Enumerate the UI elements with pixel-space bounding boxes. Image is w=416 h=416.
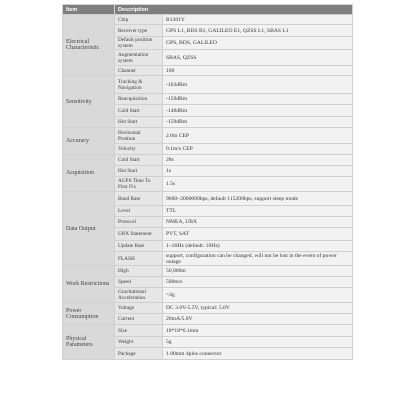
parameter-cell: Hot Start xyxy=(115,166,163,177)
parameter-cell: Gravitational Acceleration xyxy=(115,288,163,303)
value-cell: 20mA/5.0V xyxy=(163,314,353,325)
value-cell: TTL xyxy=(163,206,353,217)
value-cell: 1~20Hz (default: 10Hz) xyxy=(163,241,353,252)
table-row xyxy=(63,192,353,206)
category-cell: Data Output xyxy=(63,192,115,266)
value-cell: 50,000m xyxy=(163,266,353,277)
table-row xyxy=(63,325,353,337)
table-row xyxy=(63,155,353,166)
value-cell: 100 xyxy=(163,66,353,76)
parameter-cell: Speed xyxy=(115,277,163,288)
parameter-cell: AGPS Time To First Fix xyxy=(115,177,163,192)
value-cell: GPS L1, BDS B1, GALILEO E1, QZSS L1, SBAS L1 xyxy=(163,25,353,37)
parameter-cell: Update Rate xyxy=(115,241,163,252)
value-cell: B1301Y xyxy=(163,15,353,25)
header-description: Description xyxy=(115,5,353,15)
parameter-cell: Velocity xyxy=(115,144,163,155)
value-cell: DC 3.6V-5.5V, typical: 5.0V xyxy=(163,303,353,314)
category-cell: Work Restrictions xyxy=(63,266,115,303)
table-row xyxy=(63,266,353,277)
table-row xyxy=(63,128,353,144)
value-cell: PVT, SAT xyxy=(163,228,353,241)
category-cell: Electrical Characteristic xyxy=(63,15,115,76)
value-cell: 2.0m CEP xyxy=(163,128,353,144)
table-row xyxy=(63,76,353,94)
parameter-cell: Package xyxy=(115,348,163,360)
parameter-cell: High xyxy=(115,266,163,277)
value-cell: -148dBm xyxy=(163,105,353,117)
value-cell: 9600~2000000bps, default 115200bps, support sleep mode xyxy=(163,192,353,206)
category-cell: Power Consumption xyxy=(63,303,115,325)
parameter-cell: Baud Rate xyxy=(115,192,163,206)
category-cell: Acquisition xyxy=(63,155,115,192)
parameter-cell: Tracking & Navigation xyxy=(115,76,163,94)
value-cell: -159dBm xyxy=(163,94,353,105)
table-row xyxy=(63,303,353,314)
parameter-cell: Hot Start xyxy=(115,117,163,128)
value-cell: 18*18*6.1mm xyxy=(163,325,353,337)
parameter-cell: UBX Statement xyxy=(115,228,163,241)
value-cell: 5g xyxy=(163,337,353,348)
value-cell: -163dBm xyxy=(163,76,353,94)
value-cell: 1s xyxy=(163,166,353,177)
category-cell: Accuracy xyxy=(63,128,115,155)
header-item: Item xyxy=(63,5,115,15)
parameter-cell: Level xyxy=(115,206,163,217)
parameter-cell: Cold Start xyxy=(115,155,163,166)
parameter-cell: Chip xyxy=(115,15,163,25)
value-cell: 1.5s xyxy=(163,177,353,192)
category-cell: Physical Parameters xyxy=(63,325,115,360)
parameter-cell: FLASH xyxy=(115,252,163,266)
value-cell: <4g xyxy=(163,288,353,303)
parameter-cell: Current xyxy=(115,314,163,325)
category-cell: Sensitivity xyxy=(63,76,115,128)
value-cell: 1.00mm 4pins connector xyxy=(163,348,353,360)
parameter-cell: Receiver type xyxy=(115,25,163,37)
value-cell: 0.1m/s CEP xyxy=(163,144,353,155)
parameter-cell: Protocol xyxy=(115,217,163,228)
parameter-cell: Weight xyxy=(115,337,163,348)
table-row xyxy=(63,15,353,25)
parameter-cell: Reacquisition xyxy=(115,94,163,105)
value-cell: SBAS, QZSS xyxy=(163,50,353,66)
parameter-cell: Horizontal Position xyxy=(115,128,163,144)
value-cell: GPS, BDS, GALILEO xyxy=(163,37,353,50)
parameter-cell: Default position system xyxy=(115,37,163,50)
parameter-cell: Cold Start xyxy=(115,105,163,117)
value-cell: 500m/s xyxy=(163,277,353,288)
value-cell: NMEA, UBX xyxy=(163,217,353,228)
spec-body xyxy=(63,15,353,360)
parameter-cell: Channel xyxy=(115,66,163,76)
value-cell: 28s xyxy=(163,155,353,166)
parameter-cell: Voltage xyxy=(115,303,163,314)
parameter-cell: Size xyxy=(115,325,163,337)
parameter-cell: Augmentation system xyxy=(115,50,163,66)
spec-table xyxy=(62,4,353,360)
header-row xyxy=(63,5,353,15)
value-cell: support, configuration can be changed, will not be lost in the event of power outage xyxy=(163,252,353,266)
value-cell: -159dBm xyxy=(163,117,353,128)
